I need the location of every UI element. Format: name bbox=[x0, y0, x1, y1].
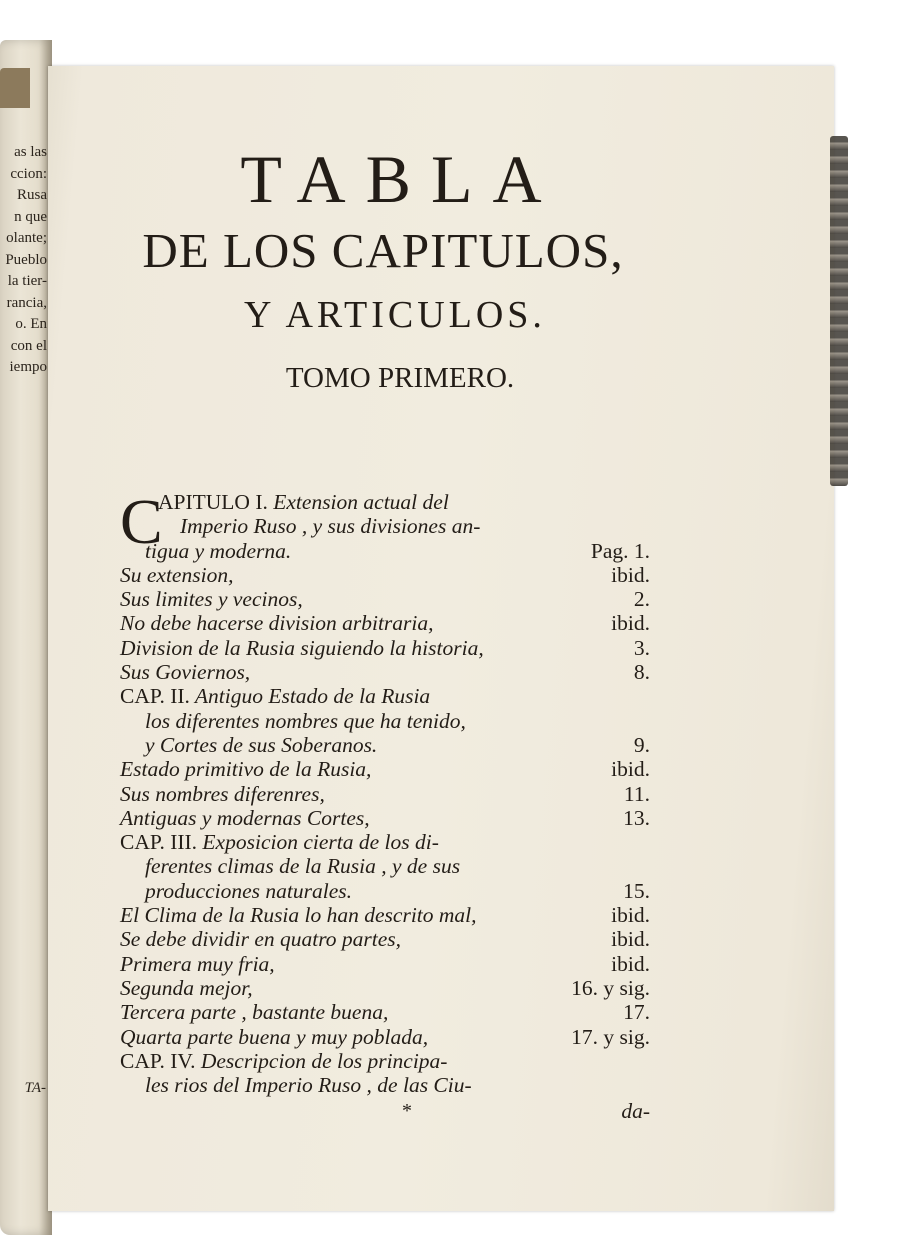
entry-text: Se debe dividir en quatro partes, bbox=[120, 927, 402, 952]
drop-capital: C bbox=[120, 486, 163, 557]
chapter-title-continued: ferentes climas de la Rusia , y de sus bbox=[145, 854, 461, 879]
table-of-contents-page bbox=[48, 66, 834, 1211]
chapter-1-line-2 bbox=[120, 514, 650, 538]
left-page bbox=[0, 40, 52, 1235]
page-reference: ibid. bbox=[611, 903, 650, 928]
chapter-title-continued: Imperio Ruso , y sus divisiones an- bbox=[180, 514, 481, 539]
page-reference: ibid. bbox=[611, 611, 650, 636]
left-line: con el bbox=[10, 337, 47, 354]
toc-entry bbox=[120, 952, 650, 976]
page-reference: Pag. 1. bbox=[590, 538, 650, 563]
toc-entry bbox=[120, 927, 650, 951]
page-reference: 16. y sig. bbox=[571, 975, 650, 1000]
title-block bbox=[120, 141, 640, 396]
toc-entry bbox=[120, 636, 650, 660]
left-line: o. En bbox=[15, 316, 47, 332]
chapter-label: APITULO I. bbox=[158, 490, 268, 514]
chapter-title: Antiguo Estado de la Rusia bbox=[189, 684, 431, 709]
cover-edge bbox=[0, 68, 30, 108]
toc-entry bbox=[120, 782, 650, 806]
page-reference: ibid. bbox=[611, 951, 650, 976]
page-reference: 9. bbox=[633, 732, 650, 757]
chapter-title-continued: producciones naturales. bbox=[145, 878, 353, 903]
page-reference: 15. bbox=[623, 878, 650, 903]
chapter-3-line-3 bbox=[120, 879, 650, 903]
entry-text: Sus limites y vecinos, bbox=[120, 587, 303, 612]
entry-text: Estado primitivo de la Rusia, bbox=[120, 757, 372, 782]
page-reference: ibid. bbox=[611, 927, 650, 952]
chapter-title-continued: y Cortes de sus Soberanos. bbox=[145, 732, 378, 757]
page-reference: 17. bbox=[623, 1000, 650, 1025]
chapter-2-line-3 bbox=[120, 733, 650, 757]
chapter-1-line-3 bbox=[120, 539, 650, 563]
entry-text: No debe hacerse division arbitraria, bbox=[120, 611, 434, 636]
chapter-title: Exposicion cierta de los di- bbox=[197, 830, 439, 855]
page-reference: 8. bbox=[633, 660, 650, 685]
toc-entry bbox=[120, 611, 650, 635]
page-reference: 3. bbox=[633, 635, 650, 660]
chapter-label: CAP. IV. bbox=[120, 1048, 196, 1073]
left-page-text bbox=[0, 142, 52, 379]
chapter-title-continued: los diferentes nombres que ha tenido, bbox=[145, 708, 466, 733]
entry-text: Segunda mejor, bbox=[120, 975, 253, 1000]
chapter-2-line-2 bbox=[120, 709, 650, 733]
left-line: ccion: bbox=[10, 165, 47, 182]
chapter-title: Descripcion de los principa- bbox=[195, 1048, 448, 1073]
chapter-4-heading bbox=[120, 1049, 650, 1073]
page-reference: 17. y sig. bbox=[571, 1024, 650, 1049]
left-line: olante; bbox=[6, 230, 47, 246]
chapter-title-continued: les rios del Imperio Ruso , de las Ciu- bbox=[145, 1073, 472, 1098]
chapter-3-heading bbox=[120, 830, 650, 854]
title-capitulos: DE LOS CAPITULOS, bbox=[142, 223, 624, 278]
entry-text: Antiguas y modernas Cortes, bbox=[120, 805, 370, 830]
page-reference: 13. bbox=[623, 805, 650, 830]
entry-text: Division de la Rusia siguiendo la historia, bbox=[120, 635, 484, 660]
title-articulos: Y ARTICULOS. bbox=[244, 294, 546, 336]
page-footer bbox=[120, 1097, 650, 1123]
left-line: as las bbox=[14, 144, 47, 160]
chapter-title: Extension actual del bbox=[267, 490, 449, 514]
left-line: Pueblo bbox=[5, 251, 47, 268]
page-reference: 2. bbox=[633, 587, 650, 612]
left-line: rancia, bbox=[6, 294, 47, 311]
left-line: iempo bbox=[9, 359, 47, 375]
title-tabla: TABLA bbox=[240, 141, 562, 217]
left-line: Rusa bbox=[17, 187, 47, 203]
left-catchword: TA- bbox=[24, 1080, 46, 1096]
page-reference: ibid. bbox=[611, 562, 650, 587]
left-line: la tier- bbox=[7, 273, 47, 289]
entry-text: Primera muy fria, bbox=[120, 951, 275, 976]
chapter-label: CAP. III. bbox=[120, 830, 198, 855]
signature-mark: * bbox=[402, 1100, 412, 1123]
toc-entry bbox=[120, 806, 650, 830]
toc-entry bbox=[120, 976, 650, 1000]
catchword: da- bbox=[621, 1099, 650, 1124]
chapter-2-heading bbox=[120, 684, 650, 708]
toc-entry bbox=[120, 563, 650, 587]
toc-entry bbox=[120, 757, 650, 781]
toc-entry bbox=[120, 903, 650, 927]
chapter-label: CAP. II. bbox=[120, 684, 190, 709]
entry-text: Sus nombres diferenres, bbox=[120, 781, 325, 806]
entry-text: Su extension, bbox=[120, 562, 234, 587]
toc-list bbox=[120, 486, 650, 1124]
left-line: n que bbox=[14, 208, 47, 225]
volume-heading: TOMO PRIMERO. bbox=[285, 362, 515, 394]
entry-text: El Clima de la Rusia lo han descrito mal, bbox=[120, 903, 477, 928]
chapter-4-line-2 bbox=[120, 1073, 650, 1097]
entry-text: Tercera parte , bastante buena, bbox=[120, 1000, 389, 1025]
entry-text: Quarta parte buena y muy poblada, bbox=[120, 1024, 429, 1049]
entry-text: Sus Goviernos, bbox=[120, 660, 251, 685]
page-edge-decoration bbox=[830, 136, 848, 486]
page-reference: ibid. bbox=[611, 757, 650, 782]
page-reference: 11. bbox=[623, 781, 650, 806]
toc-entry bbox=[120, 660, 650, 684]
chapter-title-continued: tigua y moderna. bbox=[145, 538, 292, 563]
chapter-3-line-2 bbox=[120, 854, 650, 878]
toc-entry bbox=[120, 587, 650, 611]
toc-entry bbox=[120, 1025, 650, 1049]
toc-entry bbox=[120, 1000, 650, 1024]
